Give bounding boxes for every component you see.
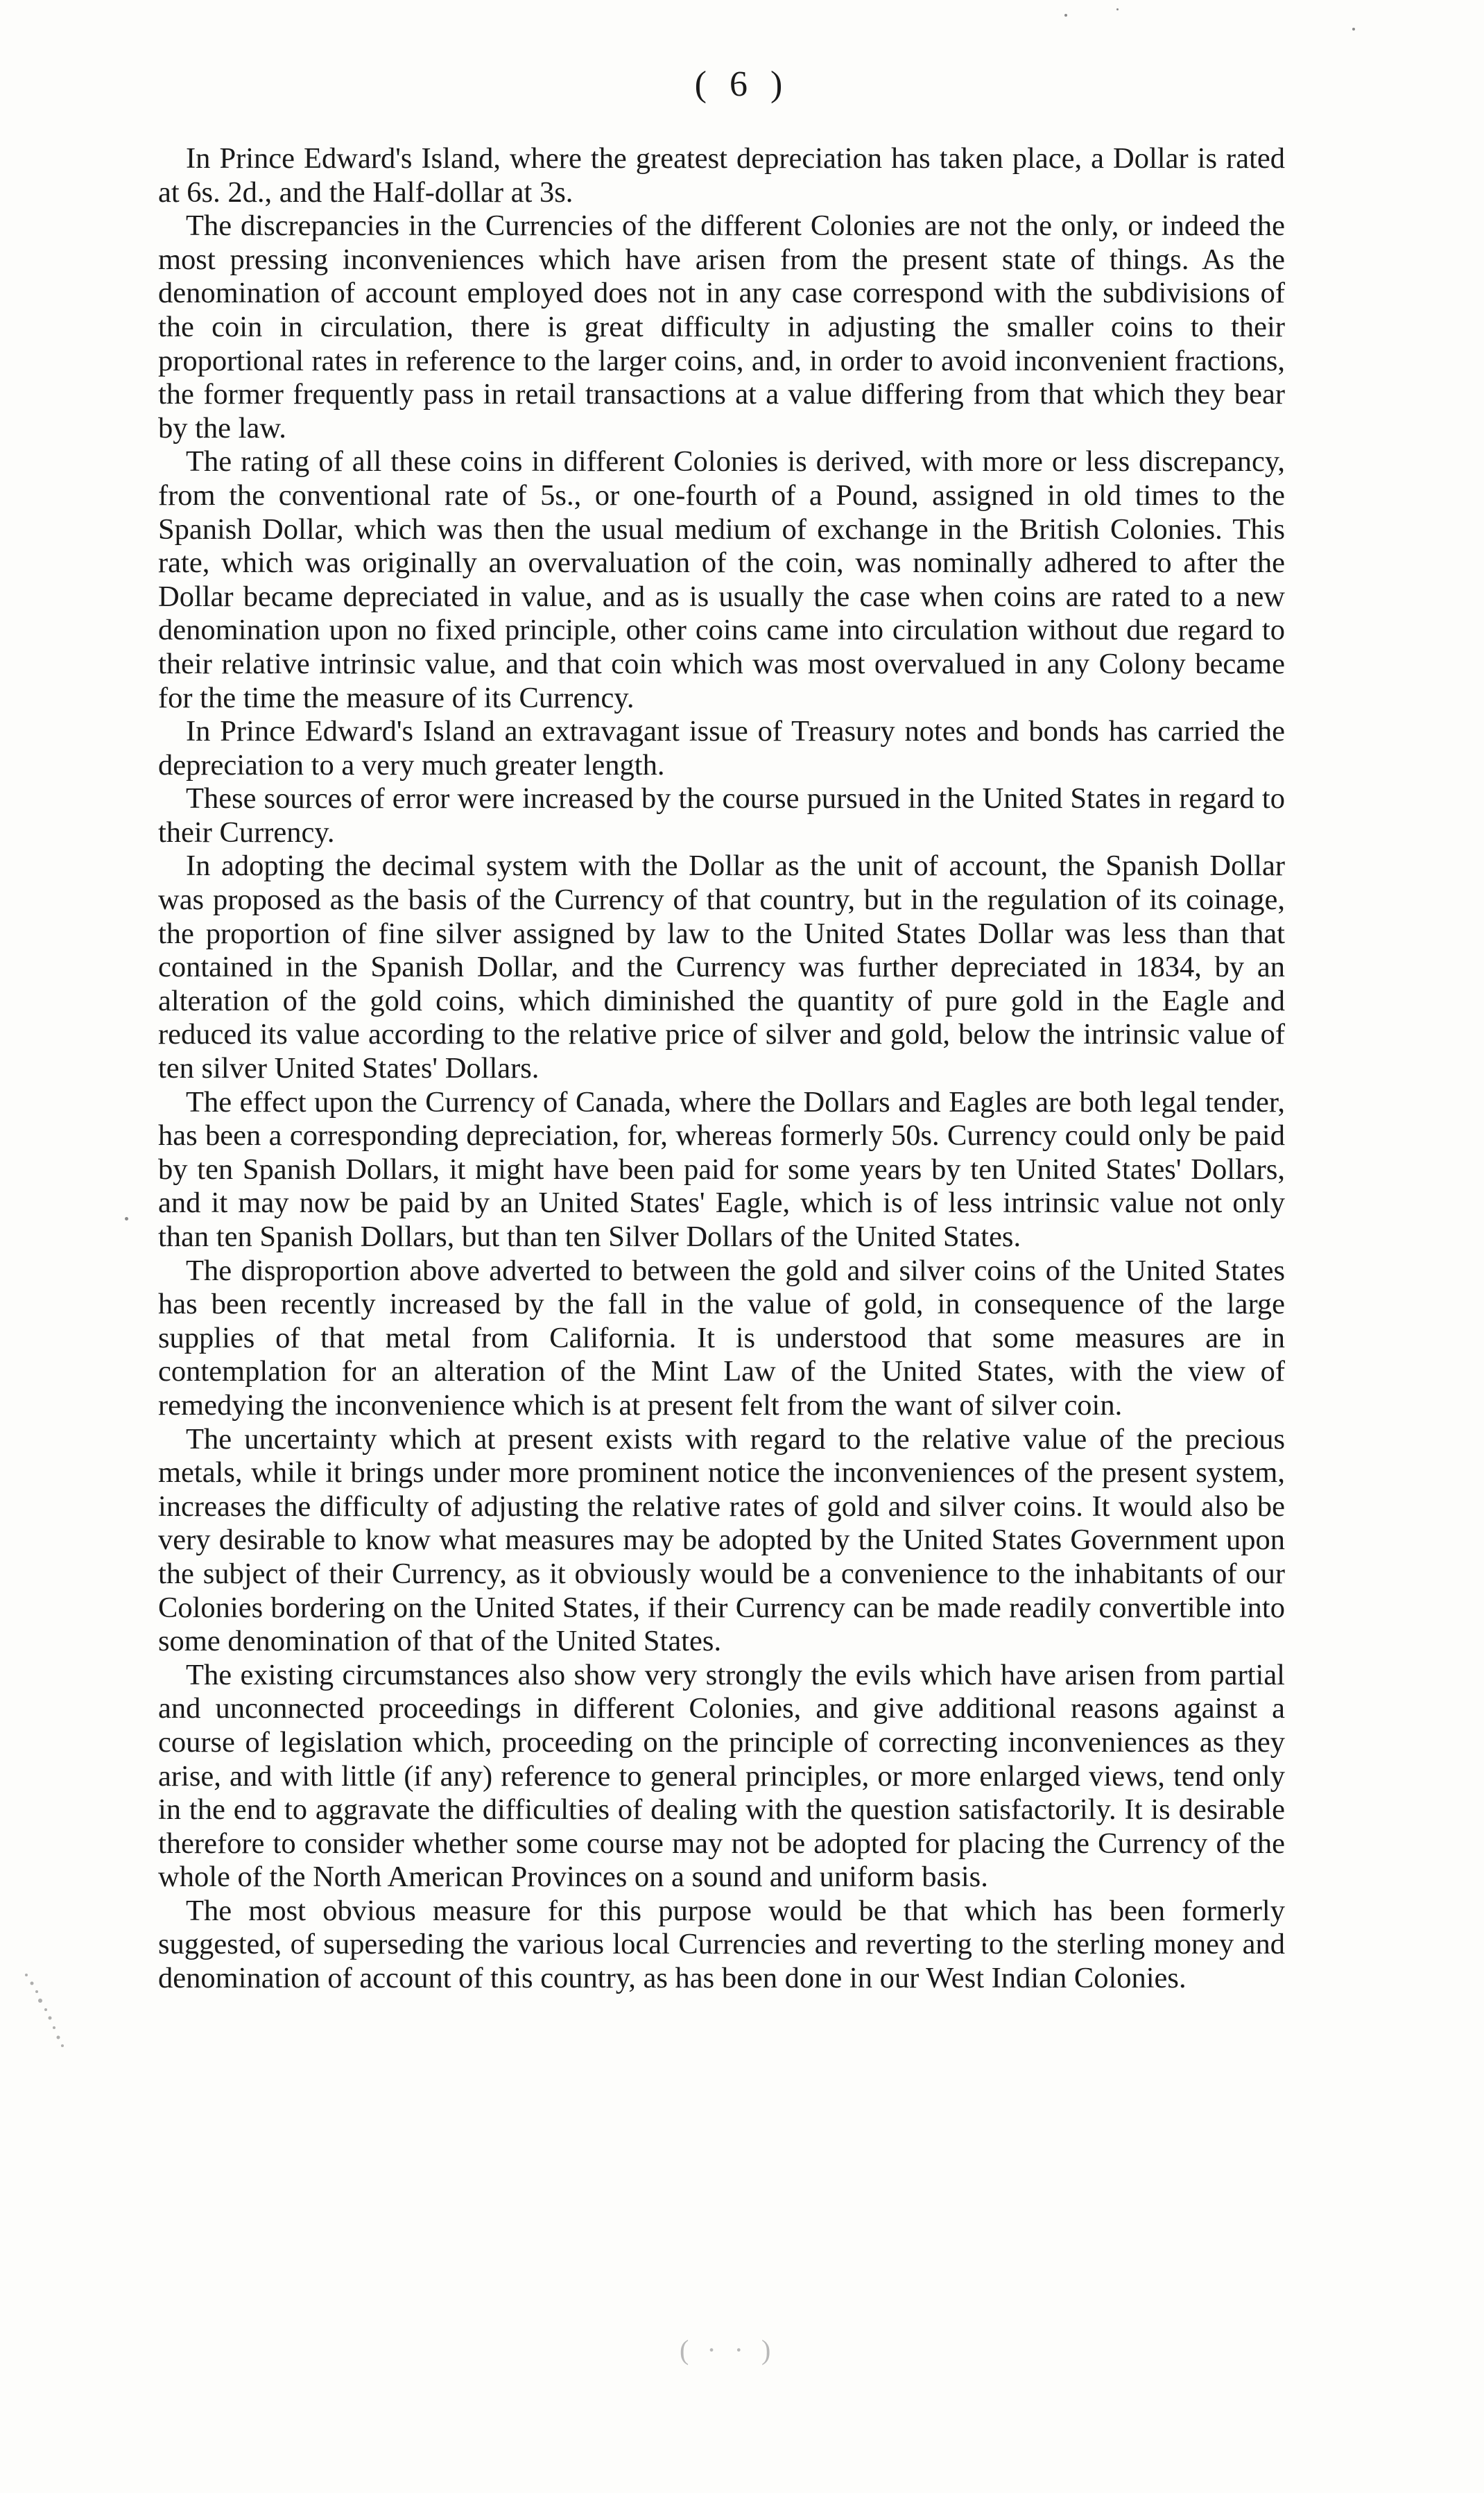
paper-speck <box>1064 14 1067 17</box>
paragraph: The discrepancies in the Currencies of the different Colonies are not the only, or indeed the most pressing inconveniences which have arisen from the present state of things. As the denomination of account employed does not in any case correspond with the subdivisions of the coin in circulation, there is great difficulty in adjusting the smaller coins to their proportional rates in reference to the larger coins, and, in order to avoid inconvenient fractions, the former frequently pass in retail transactions at a value differing from that which they bear by the law. <box>158 209 1285 445</box>
paragraph: In Prince Edward's Island, where the greatest depreciation has taken place, a Dollar is rated at 6s. 2d., and the Half-dollar at 3s. <box>158 142 1285 209</box>
paragraph: The most obvious measure for this purpose would be that which has been formerly suggested, of superseding the various local Currencies and reverting to the sterling money and denomination of account of this country, as has been done in our West Indian Colonies. <box>158 1894 1285 1995</box>
page-number: ( 6 ) <box>694 64 790 104</box>
paper-speck <box>125 1217 128 1220</box>
paragraph: The disproportion above adverted to between the gold and silver coins of the United States has been recently increased by the fall in the value of gold, in consequence of the large supplies of that metal from California. It is understood that some measures are in contemplation for an alteration of the Mint Law of the United States, with the view of remedying the inconvenience which is at present felt from the want of silver coin. <box>158 1254 1285 1422</box>
paper-speck <box>1352 28 1355 31</box>
paper-speck <box>1116 8 1119 10</box>
margin-smudge <box>19 1969 68 2053</box>
faded-footer-mark: ( · · ) <box>680 2334 777 2365</box>
paragraph: The uncertainty which at present exists with regard to the relative value of the precious metals, while it brings under more prominent notice the inconveniences of the present system, increases the difficulty of adjusting the relative rates of gold and silver coins. It would also be very desirable to know what measures may be adopted by the United States Government upon the subject of their Currency, as it obviously would be a convenience to the inhabitants of our Colonies bordering on the United States, if their Currency can be made readily convertible into some denomination of that of the United States. <box>158 1422 1285 1658</box>
paragraph: The existing circumstances also show very strongly the evils which have arisen from partial and unconnected proceedings in different Colonies, and give additional reasons against a course of legislation which, proceeding on the principle of correcting inconveniences as they arise, and with little (if any) reference to general principles, or more enlarged views, tend only in the end to aggravate the difficulties of dealing with the question satisfactorily. It is desirable therefore to consider whether some course may not be adopted for placing the Currency of the whole of the North American Provinces on a sound and uniform basis. <box>158 1658 1285 1894</box>
paragraph: These sources of error were increased by the course pursued in the United States in regard to their Currency. <box>158 782 1285 849</box>
body-text <box>158 142 1285 1996</box>
paragraph: In Prince Edward's Island an extravagant issue of Treasury notes and bonds has carried the depreciation to a very much greater length. <box>158 715 1285 782</box>
paragraph: The effect upon the Currency of Canada, where the Dollars and Eagles are both legal tender, has been a corresponding depreciation, for, whereas formerly 50s. Currency could only be paid by ten Spanish Dollars, it might have been paid for some years by ten United States' Dollars, and it may now be paid by an United States' Eagle, which is of less intrinsic value not only than ten Spanish Dollars, but than ten Silver Dollars of the United States. <box>158 1085 1285 1253</box>
paragraph: In adopting the decimal system with the Dollar as the unit of account, the Spanish Dollar was proposed as the basis of the Currency of that country, but in the regulation of its coinage, the proportion of fine silver assigned by law to the United States Dollar was less than that contained in the Spanish Dollar, and the Currency was further depreciated in 1834, by an alteration of the gold coins, which diminished the quantity of pure gold in the Eagle and reduced its value according to the relative price of silver and gold, below the intrinsic value of ten silver United States' Dollars. <box>158 849 1285 1085</box>
paragraph: The rating of all these coins in different Colonies is derived, with more or less discrepancy, from the conventional rate of 5s., or one-fourth of a Pound, assigned in old times to the Spanish Dollar, which was then the usual medium of exchange in the British Colonies. This rate, which was originally an overvaluation of the coin, was nominally adhered to after the Dollar became depreciated in value, and as is usually the case when coins are rated to a new denomination upon no fixed principle, other coins came into circulation without due regard to their relative intrinsic value, and that coin which was most overvalued in any Colony became for the time the measure of its Currency. <box>158 445 1285 714</box>
